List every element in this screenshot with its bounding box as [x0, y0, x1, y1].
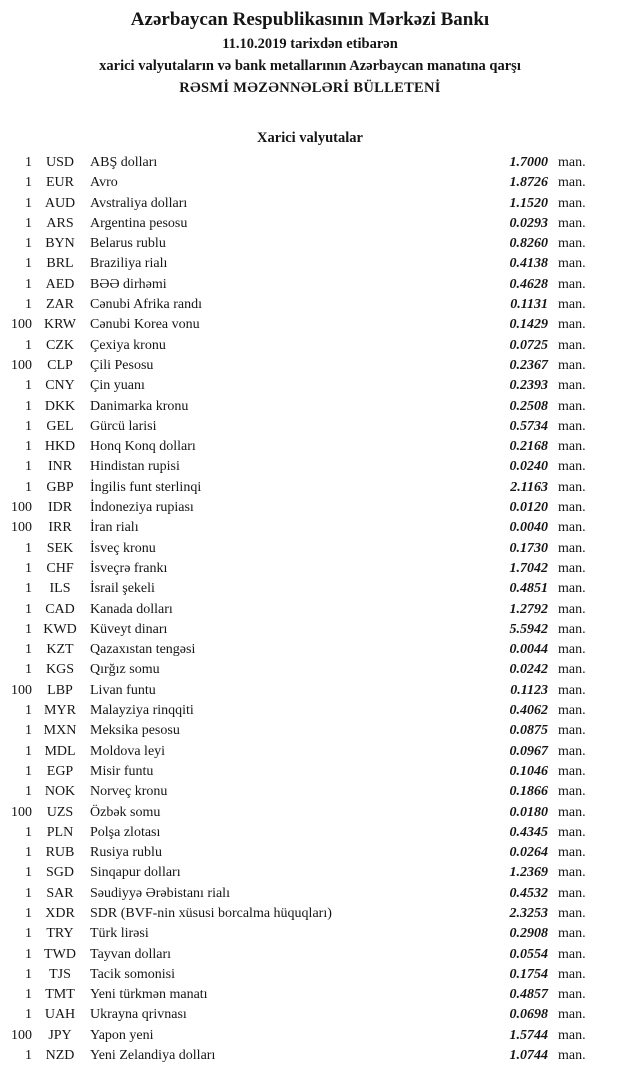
currency-code-cell: PLN — [46, 824, 74, 840]
currency-code-cell: AUD — [44, 195, 76, 211]
rate-value-cell: 0.0242 — [509, 662, 548, 678]
currency-code-cell: LBP — [47, 682, 73, 698]
unit-cell: man. — [558, 946, 586, 962]
currency-code-cell: BRL — [46, 256, 74, 272]
table-row — [6, 762, 592, 782]
table-row — [6, 518, 592, 538]
currency-name-cell: Qazaxıstan tengəsi — [90, 642, 196, 658]
currency-name-cell: Yapon yeni — [90, 1027, 154, 1043]
currency-name-cell: İsveç kronu — [90, 540, 156, 556]
currency-name-cell: Norveç kronu — [90, 784, 168, 800]
quantity-cell: 1 — [25, 763, 32, 779]
quantity-cell: 1 — [25, 743, 32, 759]
currency-name-cell: Avstraliya dolları — [90, 195, 188, 211]
rate-value-cell: 0.2367 — [509, 357, 548, 373]
unit-cell: man. — [558, 317, 586, 333]
currency-code-cell: TRY — [46, 926, 74, 942]
quantity-cell: 1 — [25, 155, 32, 170]
currency-name-cell: Səudiyyə Ərəbistanı rialı — [90, 885, 230, 901]
unit-cell: man. — [558, 926, 586, 942]
currency-code-cell: SEK — [46, 540, 74, 556]
rate-value-cell: 0.0875 — [509, 723, 548, 739]
currency-name-cell: Belarus rublu — [90, 236, 166, 252]
unit-cell: man. — [558, 297, 586, 313]
table-row — [6, 884, 592, 904]
rate-value-cell: 1.7000 — [509, 155, 548, 170]
quantity-cell: 1 — [25, 987, 32, 1003]
rate-value-cell: 0.0725 — [509, 337, 548, 353]
currency-name-cell: İndoneziya rupiası — [90, 500, 194, 516]
table-row — [6, 194, 592, 214]
table-row — [6, 701, 592, 721]
table-row — [6, 823, 592, 843]
currency-name-cell: Rusiya rublu — [90, 845, 162, 861]
bank-name: Azərbaycan Respublikasının Mərkəzi Bankı — [130, 9, 490, 30]
currency-code-cell: NOK — [44, 784, 76, 800]
quantity-cell: 1 — [25, 215, 32, 231]
quantity-cell: 1 — [25, 560, 32, 576]
table-row — [6, 254, 592, 274]
quantity-cell: 1 — [25, 703, 32, 719]
rate-value-cell: 1.0744 — [509, 1048, 548, 1064]
unit-cell: man. — [558, 155, 586, 170]
unit-cell: man. — [558, 865, 586, 881]
currency-name-cell: Çili Pesosu — [90, 357, 154, 373]
unit-cell: man. — [558, 662, 586, 678]
unit-cell: man. — [558, 459, 586, 475]
table-row — [6, 478, 592, 498]
unit-cell: man. — [558, 804, 586, 820]
quantity-cell: 1 — [25, 378, 32, 394]
quantity-cell: 100 — [11, 682, 32, 698]
table-row — [6, 539, 592, 559]
currency-code-cell: MYR — [44, 703, 76, 719]
currency-code-cell: EGP — [46, 763, 74, 779]
rate-value-cell: 2.1163 — [510, 479, 548, 495]
currency-code-cell: TJS — [49, 966, 71, 982]
currency-code-cell: MXN — [43, 723, 77, 739]
rate-value-cell: 5.5942 — [509, 621, 548, 637]
currency-code-cell: UZS — [46, 804, 74, 820]
currency-name-cell: Çin yuanı — [90, 378, 145, 394]
quantity-cell: 100 — [11, 520, 32, 536]
rate-value-cell: 0.4138 — [509, 256, 548, 272]
quantity-cell: 1 — [25, 479, 32, 495]
currency-name-cell: Polşa zlotası — [90, 824, 161, 840]
quantity-cell: 1 — [25, 784, 32, 800]
currency-code-cell: XDR — [45, 905, 75, 921]
rate-value-cell: 0.0967 — [509, 743, 548, 759]
currency-name-cell: Livan funtu — [90, 682, 156, 698]
subject-line: xarici valyutaların və bank metallarının Azərbaycan manatına qarşı — [99, 58, 521, 74]
currency-code-cell: ILS — [49, 581, 71, 597]
quantity-cell: 100 — [11, 317, 32, 333]
currency-code-cell: CHF — [46, 560, 74, 576]
rate-value-cell: 0.1046 — [509, 763, 548, 779]
rate-value-cell: 0.0554 — [509, 946, 548, 962]
rate-value-cell: 0.1131 — [510, 297, 548, 313]
quantity-cell: 1 — [25, 540, 32, 556]
currency-code-cell: SGD — [45, 865, 74, 881]
table-row — [6, 275, 592, 295]
rate-value-cell: 1.7042 — [509, 560, 548, 576]
table-row — [6, 457, 592, 477]
currency-name-cell: ABŞ dolları — [90, 155, 158, 170]
rate-value-cell: 1.8726 — [509, 175, 548, 191]
table-row — [6, 234, 592, 254]
unit-cell: man. — [558, 256, 586, 272]
table-row — [6, 600, 592, 620]
currency-name-cell: Meksika pesosu — [90, 723, 180, 739]
rate-value-cell: 1.2792 — [509, 601, 548, 617]
unit-cell: man. — [558, 479, 586, 495]
quantity-cell: 1 — [25, 1007, 32, 1023]
rates-table — [0, 153, 620, 1066]
currency-code-cell: JPY — [48, 1027, 72, 1043]
currency-name-cell: Moldova leyi — [90, 743, 166, 759]
table-row — [6, 803, 592, 823]
currency-name-cell: Gürcü larisi — [90, 418, 157, 434]
table-row — [6, 640, 592, 660]
unit-cell: man. — [558, 418, 586, 434]
unit-cell: man. — [558, 601, 586, 617]
currency-name-cell: Ukrayna qrivnası — [90, 1007, 187, 1023]
unit-cell: man. — [558, 540, 586, 556]
effective-date-line: 11.10.2019 tarixdən etibarən — [222, 36, 398, 52]
unit-cell: man. — [558, 500, 586, 516]
currency-name-cell: Avro — [90, 175, 118, 191]
currency-name-cell: Yeni Zelandiya dolları — [90, 1048, 216, 1064]
table-row — [6, 924, 592, 944]
rate-value-cell: 1.5744 — [509, 1027, 548, 1043]
currency-code-cell: AED — [45, 276, 75, 292]
quantity-cell: 100 — [11, 1027, 32, 1043]
currency-code-cell: EUR — [46, 175, 74, 191]
quantity-cell: 1 — [25, 946, 32, 962]
currency-code-cell: SAR — [46, 885, 74, 901]
unit-cell: man. — [558, 763, 586, 779]
currency-code-cell: DKK — [44, 398, 76, 414]
unit-cell: man. — [558, 581, 586, 597]
unit-cell: man. — [558, 885, 586, 901]
unit-cell: man. — [558, 621, 586, 637]
table-row — [6, 214, 592, 234]
unit-cell: man. — [558, 784, 586, 800]
quantity-cell: 1 — [25, 297, 32, 313]
table-row — [6, 579, 592, 599]
currency-code-cell: KZT — [46, 642, 74, 658]
currency-code-cell: TWD — [44, 946, 76, 962]
rate-value-cell: 0.0264 — [509, 845, 548, 861]
quantity-cell: 1 — [25, 337, 32, 353]
unit-cell: man. — [558, 560, 586, 576]
quantity-cell: 1 — [25, 175, 32, 191]
table-row — [6, 1046, 592, 1066]
currency-name-cell: Sinqapur dolları — [90, 865, 181, 881]
unit-cell: man. — [558, 175, 586, 191]
currency-name-cell: Danimarka kronu — [90, 398, 189, 414]
table-row — [6, 417, 592, 437]
currency-code-cell: KRW — [44, 317, 76, 333]
currency-code-cell: IRR — [48, 520, 72, 536]
rate-value-cell: 0.0698 — [509, 1007, 548, 1023]
currency-name-cell: SDR (BVF-nin xüsusi borcalma hüquqları) — [90, 905, 332, 921]
table-row — [6, 376, 592, 396]
unit-cell: man. — [558, 845, 586, 861]
unit-cell: man. — [558, 236, 586, 252]
unit-cell: man. — [558, 1027, 586, 1043]
unit-cell: man. — [558, 743, 586, 759]
rate-value-cell: 0.0240 — [509, 459, 548, 475]
quantity-cell: 100 — [11, 804, 32, 820]
currency-code-cell: GEL — [46, 418, 74, 434]
unit-cell: man. — [558, 195, 586, 211]
rate-value-cell: 0.1730 — [509, 540, 548, 556]
currency-code-cell: USD — [45, 155, 74, 170]
rate-value-cell: 0.0180 — [509, 804, 548, 820]
quantity-cell: 1 — [25, 276, 32, 292]
currency-name-cell: BƏƏ dirhəmi — [90, 276, 167, 292]
quantity-cell: 1 — [25, 824, 32, 840]
quantity-cell: 1 — [25, 459, 32, 475]
quantity-cell: 1 — [25, 195, 32, 211]
rate-value-cell: 0.2393 — [509, 378, 548, 394]
quantity-cell: 1 — [25, 905, 32, 921]
currency-name-cell: Hindistan rupisi — [90, 459, 180, 475]
rate-value-cell: 0.0120 — [509, 500, 548, 516]
table-row — [6, 945, 592, 965]
table-row — [6, 397, 592, 417]
currency-code-cell: ZAR — [46, 297, 74, 313]
currency-name-cell: Tayvan dolları — [90, 946, 172, 962]
currency-name-cell: İngilis funt sterlinqi — [90, 479, 202, 495]
unit-cell: man. — [558, 378, 586, 394]
currency-code-cell: MDL — [44, 743, 76, 759]
currency-code-cell: GBP — [46, 479, 74, 495]
currency-code-cell: KGS — [45, 662, 74, 678]
unit-cell: man. — [558, 682, 586, 698]
currency-code-cell: UAH — [44, 1007, 76, 1023]
table-row — [6, 742, 592, 762]
rate-value-cell: 0.4532 — [509, 885, 548, 901]
quantity-cell: 1 — [25, 885, 32, 901]
currency-code-cell: TMT — [45, 987, 75, 1003]
rate-value-cell: 1.1520 — [509, 195, 548, 211]
currency-name-cell: Tacik somonisi — [90, 966, 175, 982]
currency-code-cell: NZD — [45, 1048, 75, 1064]
table-row — [6, 336, 592, 356]
rate-value-cell: 0.2908 — [509, 926, 548, 942]
unit-cell: man. — [558, 337, 586, 353]
table-row — [6, 721, 592, 741]
quantity-cell: 1 — [25, 621, 32, 637]
rate-value-cell: 0.4345 — [509, 824, 548, 840]
table-row — [6, 295, 592, 315]
unit-cell: man. — [558, 905, 586, 921]
quantity-cell: 100 — [11, 357, 32, 373]
table-row — [6, 681, 592, 701]
unit-cell: man. — [558, 987, 586, 1003]
quantity-cell: 1 — [25, 236, 32, 252]
quantity-cell: 1 — [25, 865, 32, 881]
rate-value-cell: 0.1429 — [509, 317, 548, 333]
rate-value-cell: 2.3253 — [509, 905, 548, 921]
table-row — [6, 843, 592, 863]
unit-cell: man. — [558, 215, 586, 231]
currency-code-cell: CAD — [45, 601, 75, 617]
currency-name-cell: İsveçrə frankı — [90, 560, 168, 576]
table-row — [6, 356, 592, 376]
rate-value-cell: 0.4851 — [509, 581, 548, 597]
unit-cell: man. — [558, 439, 586, 455]
table-row — [6, 1026, 592, 1046]
quantity-cell: 1 — [25, 642, 32, 658]
section-title: Xarici valyutalar — [257, 130, 363, 146]
document-header — [0, 7, 620, 99]
unit-cell: man. — [558, 520, 586, 536]
table-row — [6, 620, 592, 640]
currency-name-cell: İsrail şekeli — [90, 581, 155, 597]
table-row — [6, 153, 592, 173]
unit-cell: man. — [558, 642, 586, 658]
quantity-cell: 1 — [25, 926, 32, 942]
currency-code-cell: RUB — [45, 845, 75, 861]
table-row — [6, 498, 592, 518]
currency-code-cell: ARS — [46, 215, 74, 231]
quantity-cell: 1 — [25, 662, 32, 678]
rate-value-cell: 1.2369 — [509, 865, 548, 881]
rate-value-cell: 0.4628 — [509, 276, 548, 292]
bulletin-title: RƏSMİ MƏZƏNNƏLƏRİ BÜLLETENİ — [179, 80, 441, 96]
currency-name-cell: İran rialı — [90, 520, 139, 536]
rate-value-cell: 0.2168 — [509, 439, 548, 455]
quantity-cell: 1 — [25, 1048, 32, 1064]
currency-name-cell: Honq Konq dolları — [90, 439, 196, 455]
unit-cell: man. — [558, 398, 586, 414]
currency-name-cell: Kanada dolları — [90, 601, 173, 617]
table-row — [6, 173, 592, 193]
table-row — [6, 660, 592, 680]
currency-name-cell: Çexiya kronu — [90, 337, 166, 353]
quantity-cell: 1 — [25, 845, 32, 861]
quantity-cell: 100 — [11, 500, 32, 516]
currency-name-cell: Misir funtu — [90, 763, 154, 779]
currency-name-cell: Cənubi Afrika randı — [90, 297, 202, 313]
quantity-cell: 1 — [25, 601, 32, 617]
unit-cell: man. — [558, 357, 586, 373]
quantity-cell: 1 — [25, 418, 32, 434]
currency-name-cell: Özbək somu — [90, 804, 161, 820]
unit-cell: man. — [558, 824, 586, 840]
currency-name-cell: Malayziya rinqqiti — [90, 703, 194, 719]
currency-name-cell: Küveyt dinarı — [90, 621, 168, 637]
currency-name-cell: Cənubi Korea vonu — [90, 317, 200, 333]
table-row — [6, 782, 592, 802]
table-row — [6, 315, 592, 335]
rate-value-cell: 0.5734 — [509, 418, 548, 434]
unit-cell: man. — [558, 1007, 586, 1023]
rate-value-cell: 0.4062 — [509, 703, 548, 719]
table-row — [6, 1005, 592, 1025]
currency-code-cell: CZK — [46, 337, 74, 353]
unit-cell: man. — [558, 276, 586, 292]
unit-cell: man. — [558, 1048, 586, 1064]
quantity-cell: 1 — [25, 966, 32, 982]
currency-code-cell: CLP — [47, 357, 73, 373]
table-row — [6, 985, 592, 1005]
currency-code-cell: BYN — [45, 236, 75, 252]
currency-name-cell: Türk lirəsi — [90, 926, 149, 942]
quantity-cell: 1 — [25, 256, 32, 272]
currency-name-cell: Argentina pesosu — [90, 215, 188, 231]
quantity-cell: 1 — [25, 723, 32, 739]
rate-value-cell: 0.4857 — [509, 987, 548, 1003]
rate-value-cell: 0.0040 — [509, 520, 548, 536]
quantity-cell: 1 — [25, 439, 32, 455]
rate-value-cell: 0.1123 — [510, 682, 548, 698]
rate-value-cell: 0.0044 — [509, 642, 548, 658]
rate-value-cell: 0.8260 — [509, 236, 548, 252]
unit-cell: man. — [558, 966, 586, 982]
currency-code-cell: INR — [47, 459, 73, 475]
currency-code-cell: HKD — [44, 439, 76, 455]
table-row — [6, 863, 592, 883]
currency-name-cell: Qırğız somu — [90, 662, 160, 678]
rate-value-cell: 0.0293 — [509, 215, 548, 231]
currency-code-cell: CNY — [45, 378, 75, 394]
quantity-cell: 1 — [25, 398, 32, 414]
rate-value-cell: 0.1866 — [509, 784, 548, 800]
table-row — [6, 559, 592, 579]
table-row — [6, 904, 592, 924]
table-row — [6, 965, 592, 985]
currency-code-cell: KWD — [43, 621, 77, 637]
currency-name-cell: Yeni türkmən manatı — [90, 987, 208, 1003]
currency-name-cell: Braziliya rialı — [90, 256, 168, 272]
rate-value-cell: 0.1754 — [509, 966, 548, 982]
currency-code-cell: IDR — [47, 500, 73, 516]
unit-cell: man. — [558, 723, 586, 739]
quantity-cell: 1 — [25, 581, 32, 597]
rate-value-cell: 0.2508 — [509, 398, 548, 414]
unit-cell: man. — [558, 703, 586, 719]
table-row — [6, 437, 592, 457]
